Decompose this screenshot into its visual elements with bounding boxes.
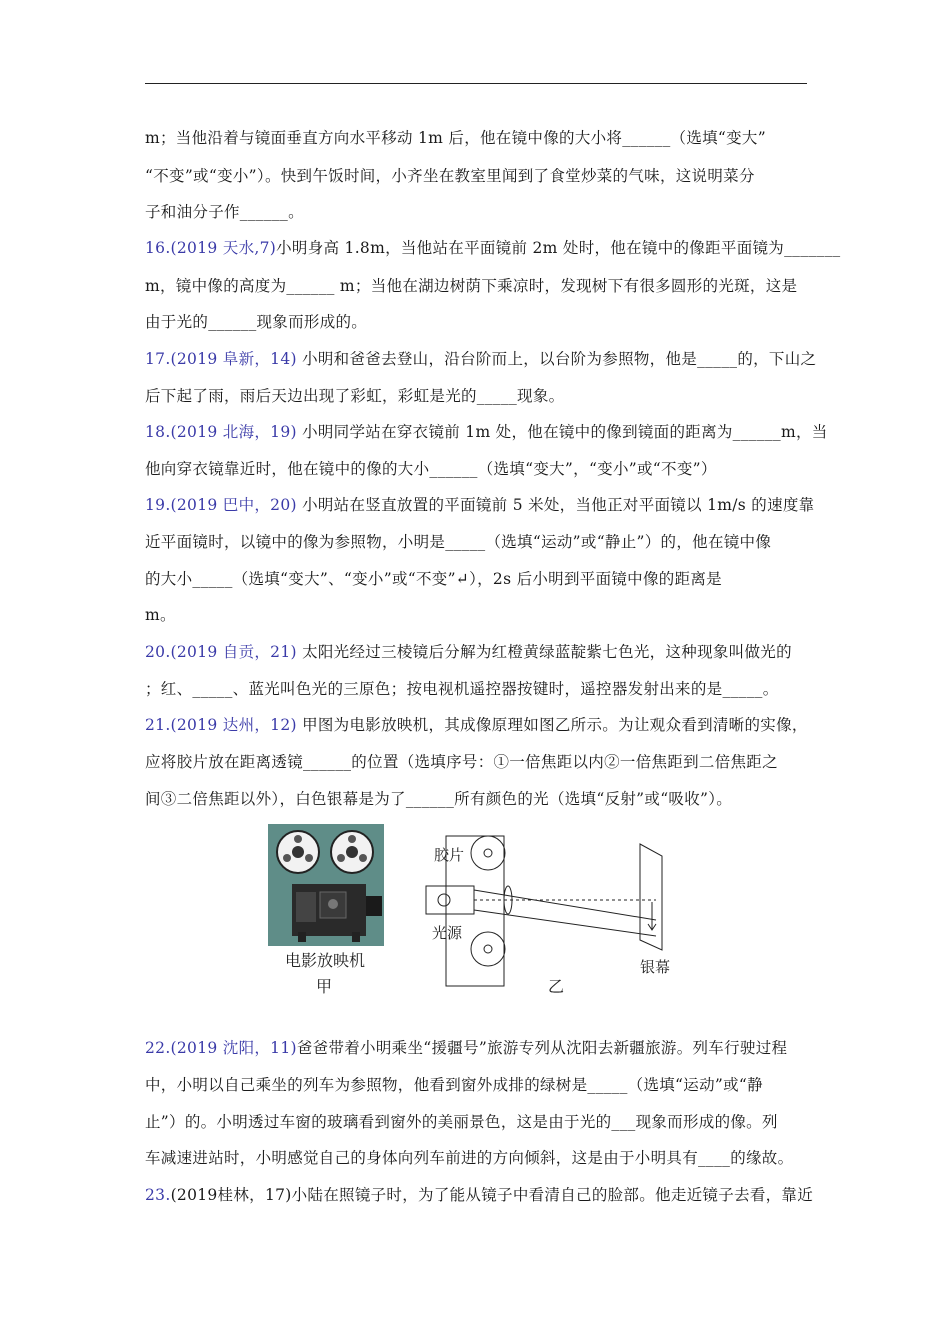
text-line-12: 近平面镜时，以镜中的像为参照物，小明是_____（选填“运动”或“静止”）的，他在镜中像 [145, 533, 772, 551]
projector-diagram [268, 824, 708, 999]
question-19: 19.(2019 巴中，20) 小明站在竖直放置的平面镜前 5 米处，当他正对平面镜以 1m/s 的速度靠 [145, 496, 815, 514]
question-source: 20.(2019 自贡，21) [145, 643, 297, 661]
text-line-18: 应将胶片放在距离透镜______的位置（选填序号：①一倍焦距以内②一倍焦距到二倍焦距之 [145, 753, 778, 771]
question-16: 16.(2019 天水,7)小明身高 1.8m，当他站在平面镜前 2m 处时，他在镜中的像距平面镜为_______ [145, 239, 841, 257]
question-source: 23. [145, 1186, 171, 1204]
question-21: 21.(2019 达州，12) 甲图为电影放映机，其成像原理如图乙所示。为让观众看到清晰的实像， [145, 716, 808, 734]
text-line-8: 后下起了雨，雨后天边出现了彩虹，彩虹是光的_____现象。 [145, 387, 565, 405]
question-source: 21.(2019 达州，12) [145, 716, 297, 734]
question-17: 17.(2019 阜新，14) 小明和爸爸去登山，沿台阶而上，以台阶为参照物，他是_____的，下山之 [145, 350, 817, 368]
header-rule [145, 83, 807, 84]
right-label: 乙 [548, 977, 565, 996]
film-label: 胶片 [434, 846, 465, 864]
screen-label: 银幕 [640, 958, 671, 976]
text-line-10: 他向穿衣镜靠近时，他在镜中的像的大小______（选填“变大”，“变小”或“不变”） [145, 460, 717, 478]
projector-figure [268, 824, 708, 999]
question-20: 20.(2019 自贡，21) 太阳光经过三棱镜后分解为红橙黄绿蓝靛紫七色光，这种现象叫做光的 [145, 643, 792, 661]
text-line-23: 车减速进站时，小明感觉自己的身体向列车前进的方向倾斜，这是由于小明具有____的缘故。 [145, 1149, 794, 1167]
text-line-1: m；当他沿着与镜面垂直方向水平移动 1m 后，他在镜中像的大小将______（选填“变大” [145, 129, 766, 147]
text-line-5: m，镜中像的高度为______ m；当他在湖边树荫下乘凉时，发现树下有很多圆形的光斑，这是 [145, 277, 798, 295]
question-source: 22.(2019 沈阳，11) [145, 1039, 297, 1057]
question-source: 16.(2019 天水,7) [145, 239, 277, 257]
question-source: 18.(2019 北海，19) [145, 423, 297, 441]
text-line-21: 中，小明以自己乘坐的列车为参照物，他看到窗外成排的绿树是_____（选填“运动”或“静 [145, 1076, 763, 1094]
text-line-2: “不变”或“变小”）。快到午饭时间，小齐坐在教室里闻到了食堂炒菜的气味，这说明菜分 [145, 167, 755, 185]
text-line-16: ；红、_____、蓝光叫色光的三原色；按电视机遥控器按键时，遥控器发射出来的是_____。 [145, 680, 779, 698]
left-label: 甲 [316, 977, 333, 996]
question-22: 22.(2019 沈阳，11)爸爸带着小明乘坐“援疆号”旅游专列从沈阳去新疆旅游。列车行驶过程 [145, 1039, 788, 1057]
question-source: 19.(2019 巴中，20) [145, 496, 297, 514]
text-line-6: 由于光的______现象而形成的。 [145, 313, 368, 331]
projector-photo [268, 824, 384, 946]
text-line-22: 止”）的。小明透过车窗的玻璃看到窗外的美丽景色，这是由于光的___现象而形成的像。列 [145, 1113, 778, 1131]
question-23: 23.(2019桂林，17)小陆在照镜子时，为了能从镜子中看清自己的脸部。他走近镜子去看，靠近 [145, 1186, 814, 1204]
light-source-label: 光源 [432, 924, 463, 942]
text-line-14: m。 [145, 606, 176, 624]
text-line-3: 子和油分子作______。 [145, 203, 304, 221]
left-caption: 电影放映机 [285, 951, 366, 970]
text-line-19: 间③二倍焦距以外），白色银幕是为了______所有颜色的光（选填“反射”或“吸收”）。 [145, 790, 733, 808]
question-18: 18.(2019 北海，19) 小明同学站在穿衣镜前 1m 处，他在镜中的像到镜面的距离为______m，当 [145, 423, 828, 441]
question-source: 17.(2019 阜新，14) [145, 350, 297, 368]
text-line-13: 的大小_____（选填“变大”、“变小”或“不变”↵），2s 后小明到平面镜中像的距离是 [145, 570, 722, 588]
